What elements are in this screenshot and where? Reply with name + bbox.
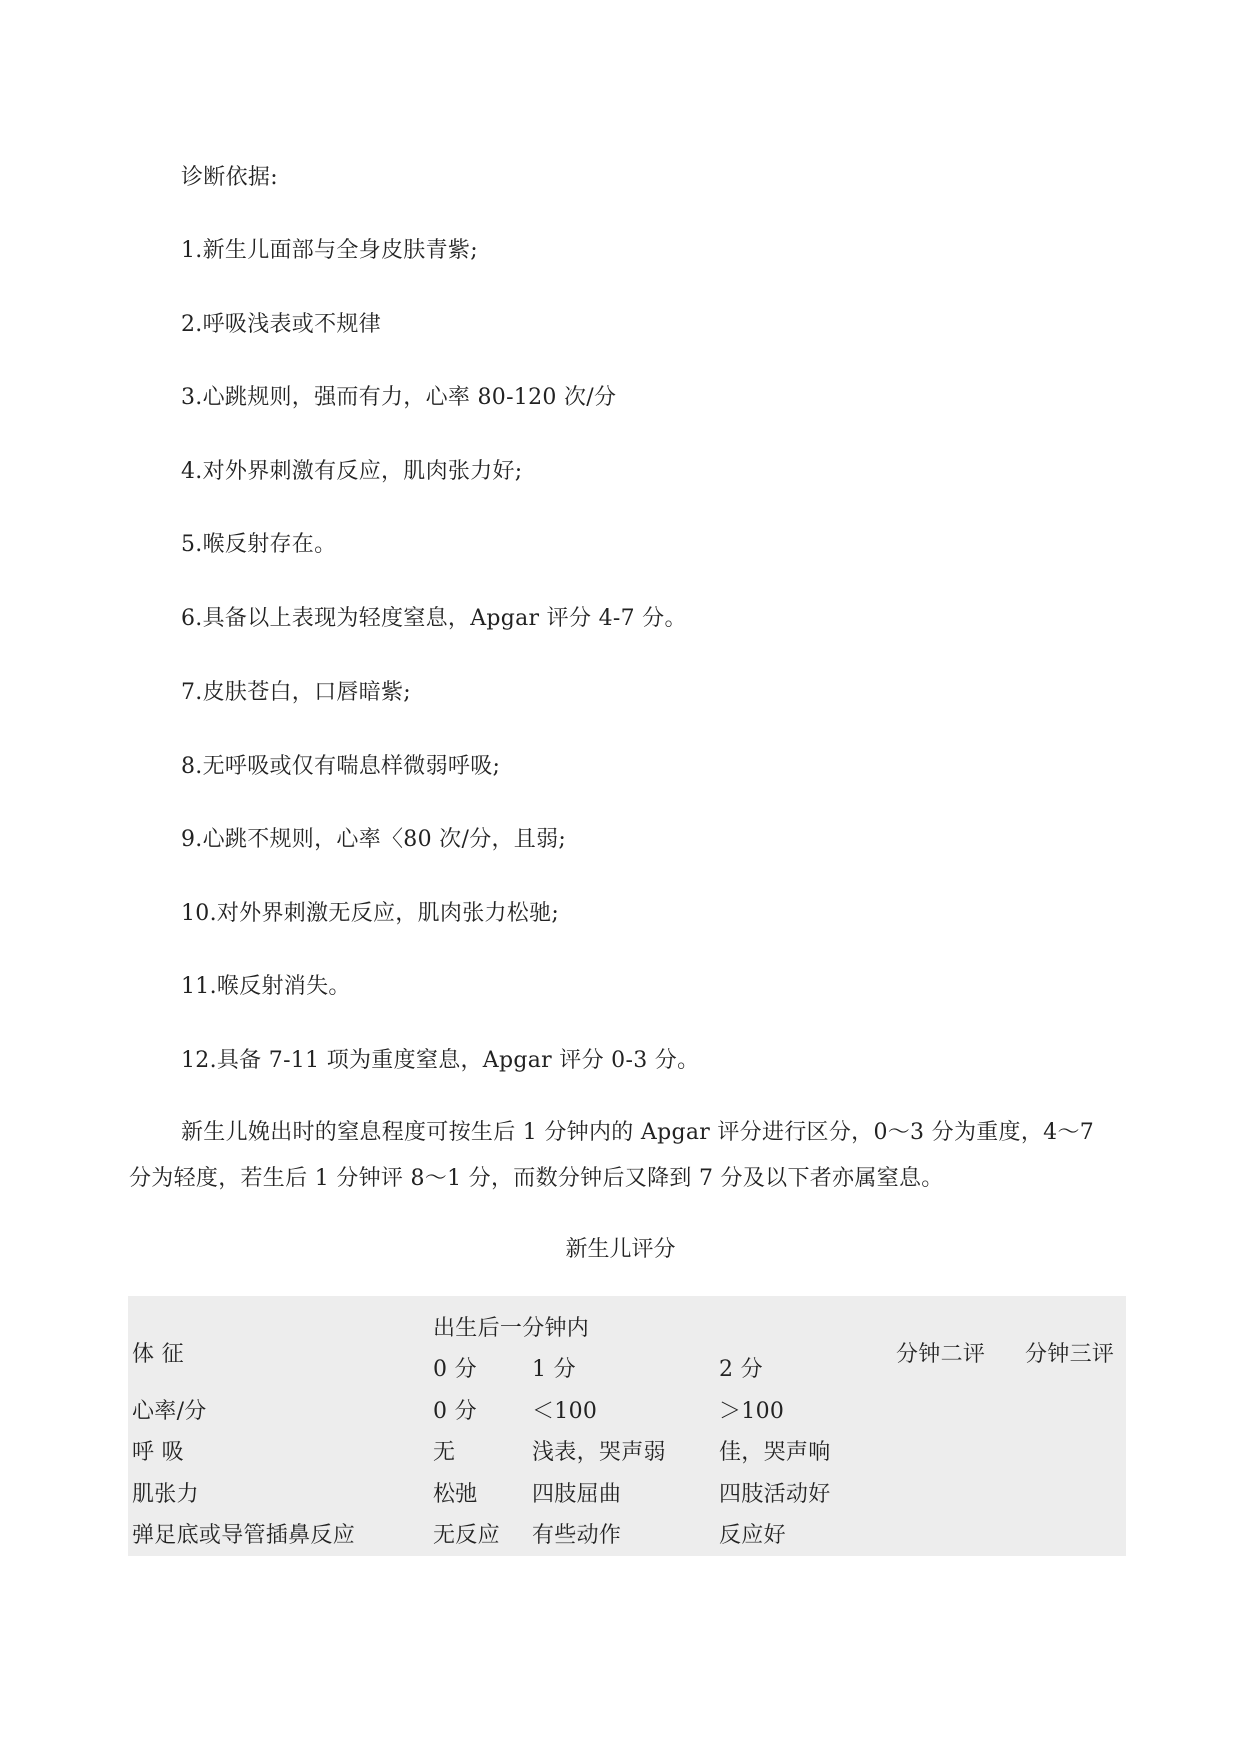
header-group-first-minute: 出生后一分钟内 [433,1316,590,1341]
table-cell-score-2: 四肢活动好 [719,1482,831,1507]
list-item: 10.对外界刺激无反应，肌肉张力松驰; [181,901,560,926]
list-item: 2.呼吸浅表或不规律 [181,312,381,337]
table-cell-score-1: 四肢屈曲 [532,1482,622,1507]
header-sign: 体 征 [132,1342,184,1367]
list-item: 3.心跳规则，强而有力，心率 80-120 次/分 [181,385,617,410]
table-cell-score-0: 松弛 [433,1482,478,1507]
table-cell-score-0: 0 分 [433,1399,477,1424]
table-title: 新生儿评分 [565,1237,676,1262]
list-item: 4.对外界刺激有反应，肌肉张力好; [181,459,523,484]
table-cell-score-2: ＞100 [719,1399,785,1424]
table-row-sign: 心率/分 [132,1399,207,1424]
table-cell-score-0: 无反应 [433,1523,500,1548]
list-item: 12.具备 7-11 项为重度窒息，Apgar 评分 0-3 分。 [181,1048,700,1073]
list-item: 6.具备以上表现为轻度窒息，Apgar 评分 4-7 分。 [181,606,687,631]
table-row-sign: 肌张力 [132,1482,199,1507]
list-item: 8.无呼吸或仅有喘息样微弱呼吸; [181,754,501,779]
table-cell-score-0: 无 [433,1440,456,1465]
table-cell-score-1: 浅表，哭声弱 [532,1440,666,1465]
list-item: 5.喉反射存在。 [181,532,337,557]
list-item: 11.喉反射消失。 [181,974,351,999]
header-score-2: 2 分 [719,1357,763,1382]
header-second-eval: 分钟二评 [896,1342,986,1367]
header-third-eval: 分钟三评 [1025,1342,1115,1367]
table-cell-score-1: 有些动作 [532,1523,622,1548]
list-item: 7.皮肤苍白，口唇暗紫; [181,680,412,705]
apgar-score-table [128,1296,1126,1556]
table-cell-score-2: 佳，哭声响 [719,1440,831,1465]
table-cell-score-2: 反应好 [719,1523,786,1548]
body-paragraph: 新生儿娩出时的窒息程度可按生后 1 分钟内的 Apgar 评分进行区分，0～3 分为重度，4～7 分为轻度，若生后 1 分钟评 8～1 分，而数分钟后又降到 7 分及以下者亦属窒息。 [129,1120,1095,1191]
table-row-sign: 弹足底或导管插鼻反应 [132,1523,356,1548]
list-item: 1.新生儿面部与全身皮肤青紫; [181,238,478,263]
list-item: 9.心跳不规则，心率〈80 次/分，且弱; [181,827,567,852]
table-row-sign: 呼 吸 [132,1440,184,1465]
header-score-1: 1 分 [532,1357,576,1382]
table-cell-score-1: ＜100 [532,1399,598,1424]
header-score-0: 0 分 [433,1357,477,1382]
section-header: 诊断依据: [181,165,278,190]
